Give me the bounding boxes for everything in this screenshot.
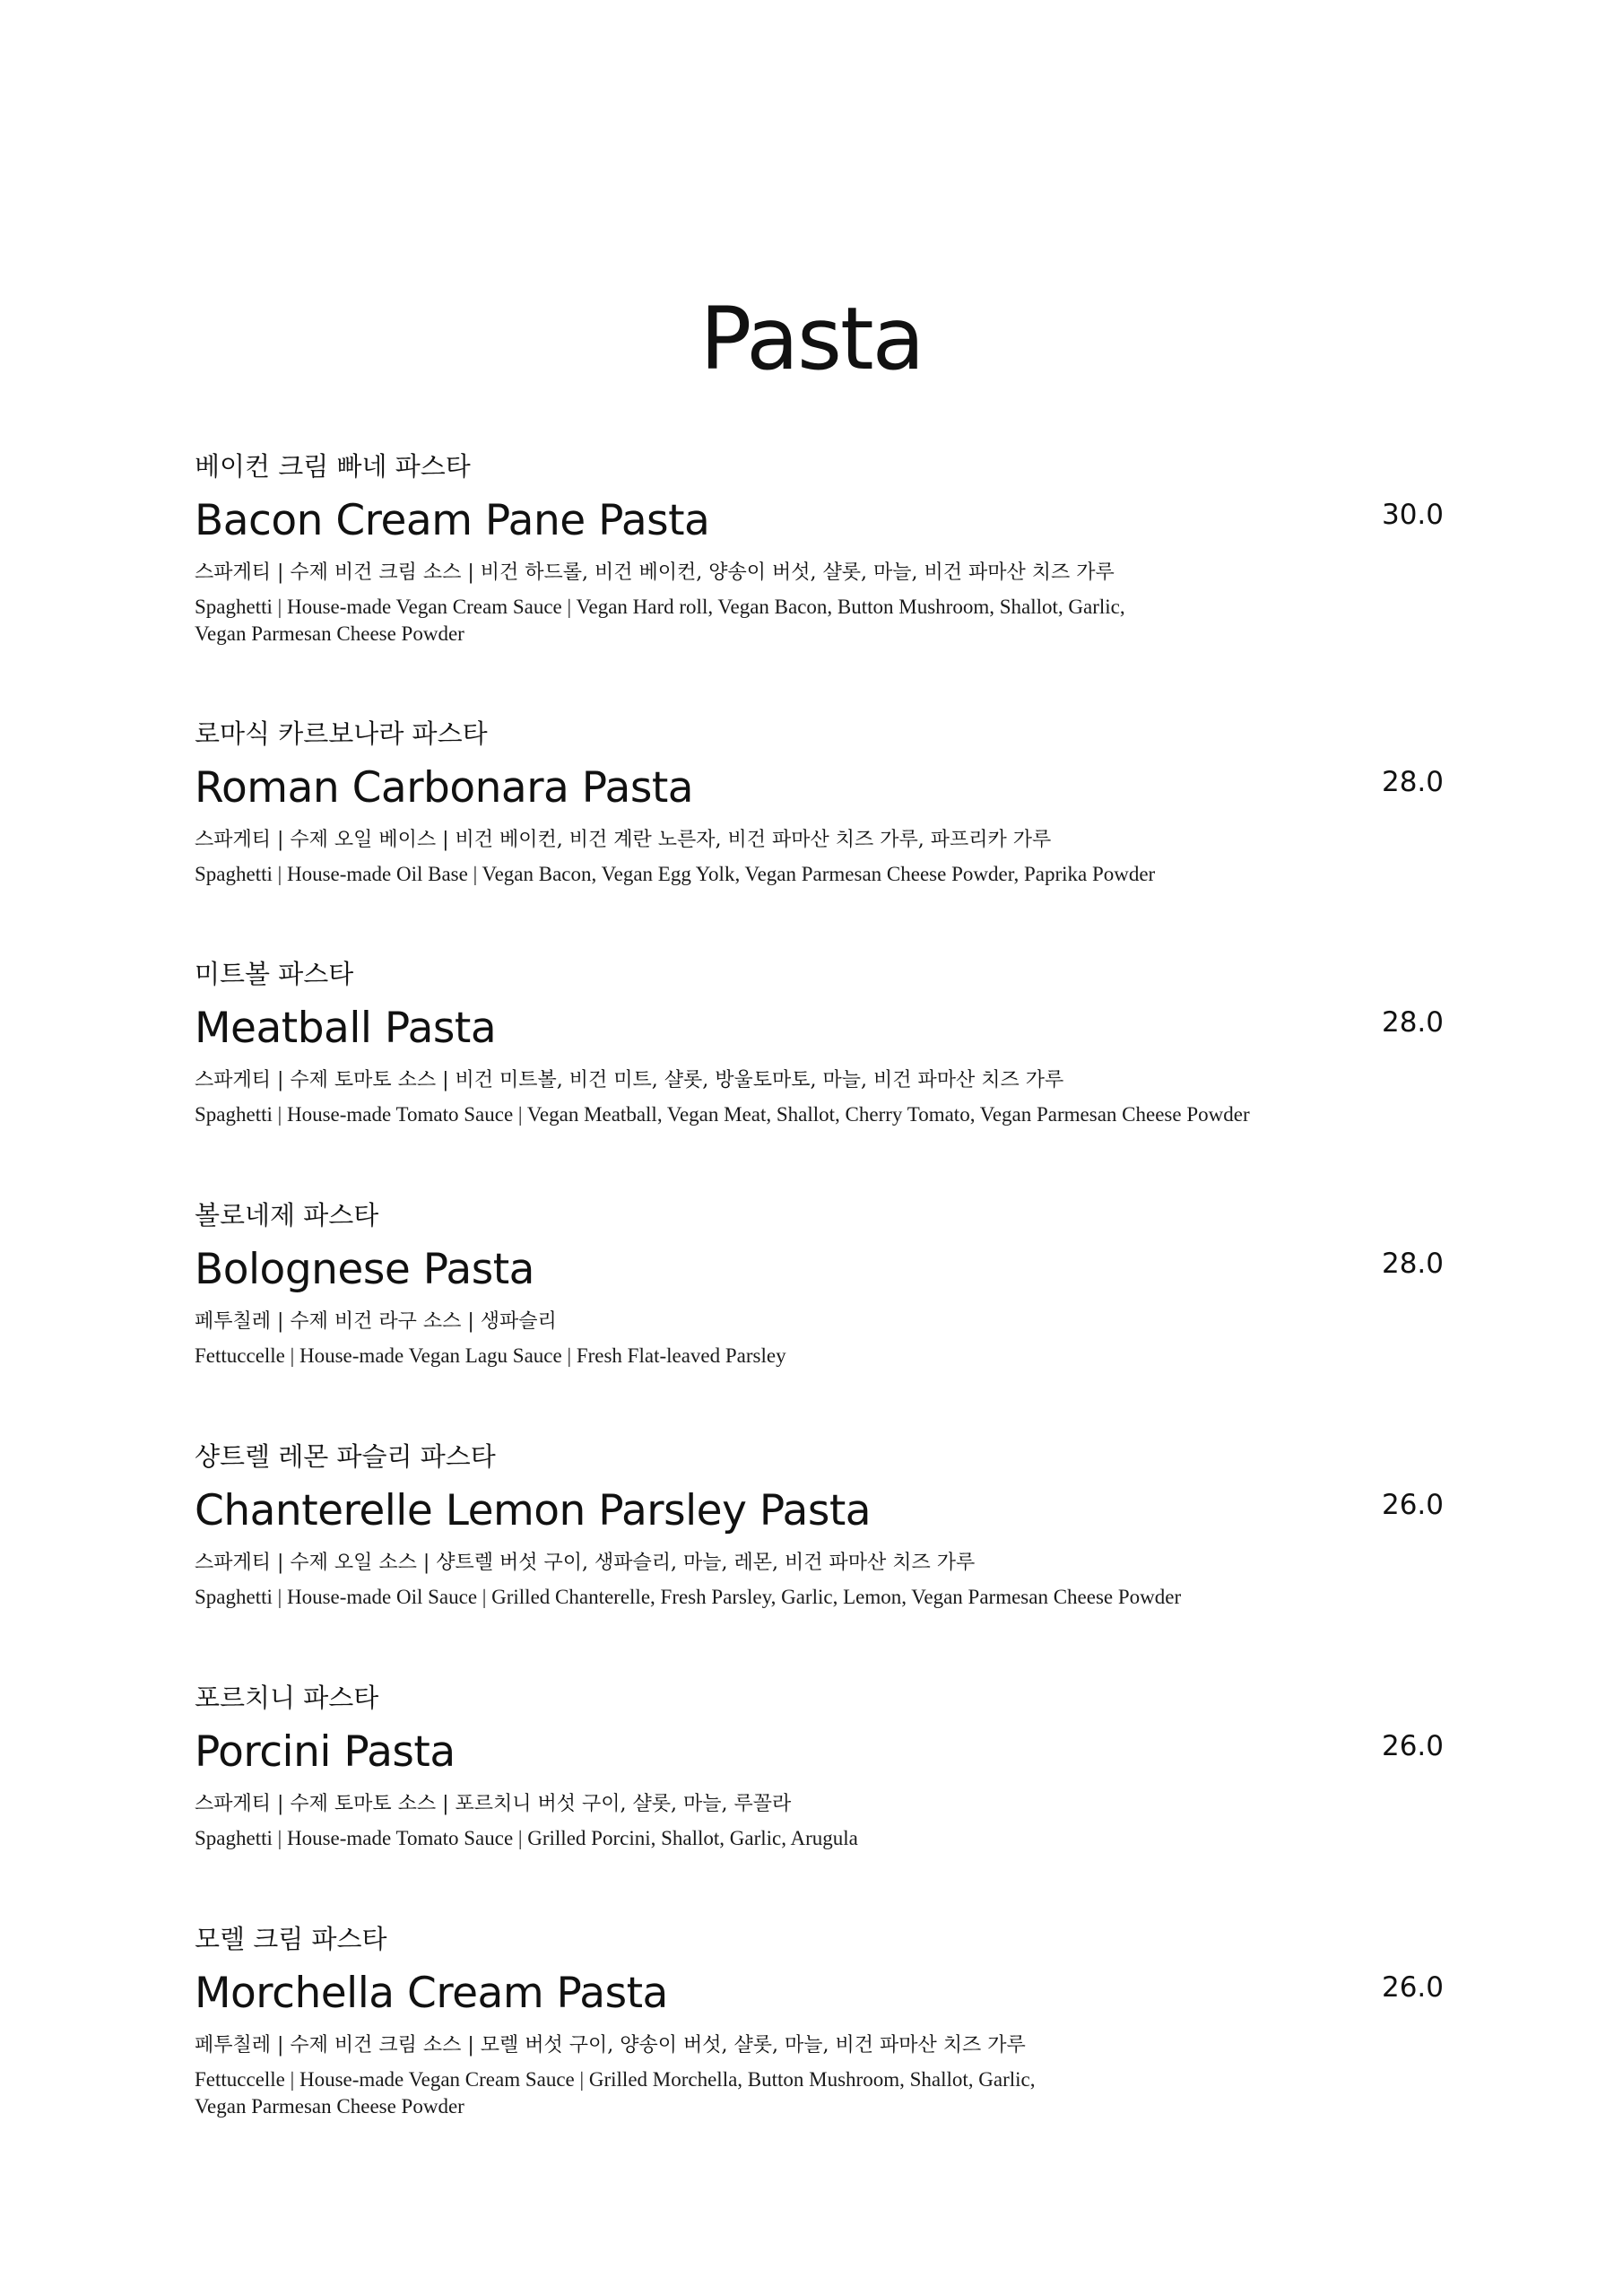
item-english-name: Bacon Cream Pane Pasta [195, 496, 710, 545]
item-korean-description: 페투칠레 | 수제 비건 크림 소스 | 모렐 버섯 구이, 양송이 버섯, 샬롯, 마늘, 비건 파마산 치즈 가루 [195, 2034, 1026, 2057]
item-korean-name: 샹트렐 레몬 파슬리 파스타 [195, 1441, 496, 1472]
item-korean-description: 스파게티 | 수제 토마토 소스 | 비건 미트볼, 비건 미트, 샬롯, 방울토마토, 마늘, 비건 파마산 치즈 가루 [195, 1069, 1064, 1091]
item-price: 26.0 [1381, 1971, 1444, 2004]
item-english-description-line-2: Vegan Parmesan Cheese Powder [195, 622, 464, 645]
item-english-description [195, 1825, 1315, 1852]
item-english-name: Roman Carbonara Pasta [195, 763, 694, 813]
item-korean-name: 모렐 크림 파스타 [195, 1924, 387, 1954]
item-english-description [195, 1584, 1315, 1611]
item-english-name: Morchella Cream Pasta [195, 1969, 668, 2018]
item-english-description-line-1: Spaghetti | House-made Tomato Sauce | Vegan Meatball, Vegan Meat, Shallot, Cherry Tomato, Vegan Parmesan Cheese Powder [195, 1103, 1250, 1126]
item-english-description-line-1: Spaghetti | House-made Oil Sauce | Grilled Chanterelle, Fresh Parsley, Garlic, Lemon, Vegan Parmesan Cheese Powder [195, 1586, 1182, 1608]
item-price: 28.0 [1381, 1248, 1444, 1280]
item-english-description [195, 861, 1315, 888]
item-english-name: Chanterelle Lemon Parsley Pasta [195, 1486, 872, 1535]
item-korean-name: 볼로네제 파스타 [195, 1200, 379, 1231]
item-korean-description: 스파게티 | 수제 비건 크림 소스 | 비건 하드롤, 비건 베이컨, 양송이 버섯, 샬롯, 마늘, 비건 파마산 치즈 가루 [195, 561, 1115, 584]
item-price: 26.0 [1381, 1730, 1444, 1762]
item-price: 30.0 [1381, 499, 1444, 531]
item-korean-description: 스파게티 | 수제 토마토 소스 | 포르치니 버섯 구이, 샬롯, 마늘, 루꼴라 [195, 1793, 792, 1815]
item-english-description [195, 1101, 1315, 1128]
item-english-description-line-2: Vegan Parmesan Cheese Powder [195, 2095, 464, 2118]
item-korean-name: 베이컨 크림 빠네 파스타 [195, 451, 471, 482]
item-english-description [195, 594, 1315, 648]
item-english-description-line-1: Fettuccelle | House-made Vegan Lagu Sauce | Fresh Flat-leaved Parsley [195, 1344, 786, 1367]
item-english-description-line-1: Spaghetti | House-made Vegan Cream Sauce | Vegan Hard roll, Vegan Bacon, Button Mushroom, Shallot, Garlic, [195, 596, 1125, 618]
item-korean-description: 스파게티 | 수제 오일 소스 | 샹트렐 버섯 구이, 생파슬리, 마늘, 레몬, 비건 파마산 치즈 가루 [195, 1552, 976, 1574]
item-english-description-line-1: Fettuccelle | House-made Vegan Cream Sauce | Grilled Morchella, Button Mushroom, Shallot, Garlic, [195, 2068, 1036, 2091]
item-korean-name: 포르치니 파스타 [195, 1683, 379, 1713]
item-english-description [195, 2066, 1315, 2120]
item-price: 26.0 [1381, 1489, 1444, 1521]
item-korean-description: 페투칠레 | 수제 비건 라구 소스 | 생파슬리 [195, 1310, 557, 1333]
item-english-description [195, 1343, 1315, 1370]
item-english-name: Meatball Pasta [195, 1004, 497, 1053]
item-price: 28.0 [1381, 766, 1444, 798]
item-english-name: Porcini Pasta [195, 1727, 456, 1777]
item-english-description-line-1: Spaghetti | House-made Oil Base | Vegan Bacon, Vegan Egg Yolk, Vegan Parmesan Cheese Powder, Paprika Powder [195, 863, 1156, 885]
item-english-name: Bolognese Pasta [195, 1245, 534, 1294]
item-korean-description: 스파게티 | 수제 오일 베이스 | 비건 베이컨, 비건 계란 노른자, 비건 파마산 치즈 가루, 파프리카 가루 [195, 829, 1052, 851]
item-price: 28.0 [1381, 1006, 1444, 1039]
page-title: Pasta [699, 289, 924, 389]
item-korean-name: 로마식 카르보나라 파스타 [195, 718, 488, 749]
item-korean-name: 미트볼 파스타 [195, 959, 354, 989]
item-english-description-line-1: Spaghetti | House-made Tomato Sauce | Grilled Porcini, Shallot, Garlic, Arugula [195, 1827, 858, 1849]
